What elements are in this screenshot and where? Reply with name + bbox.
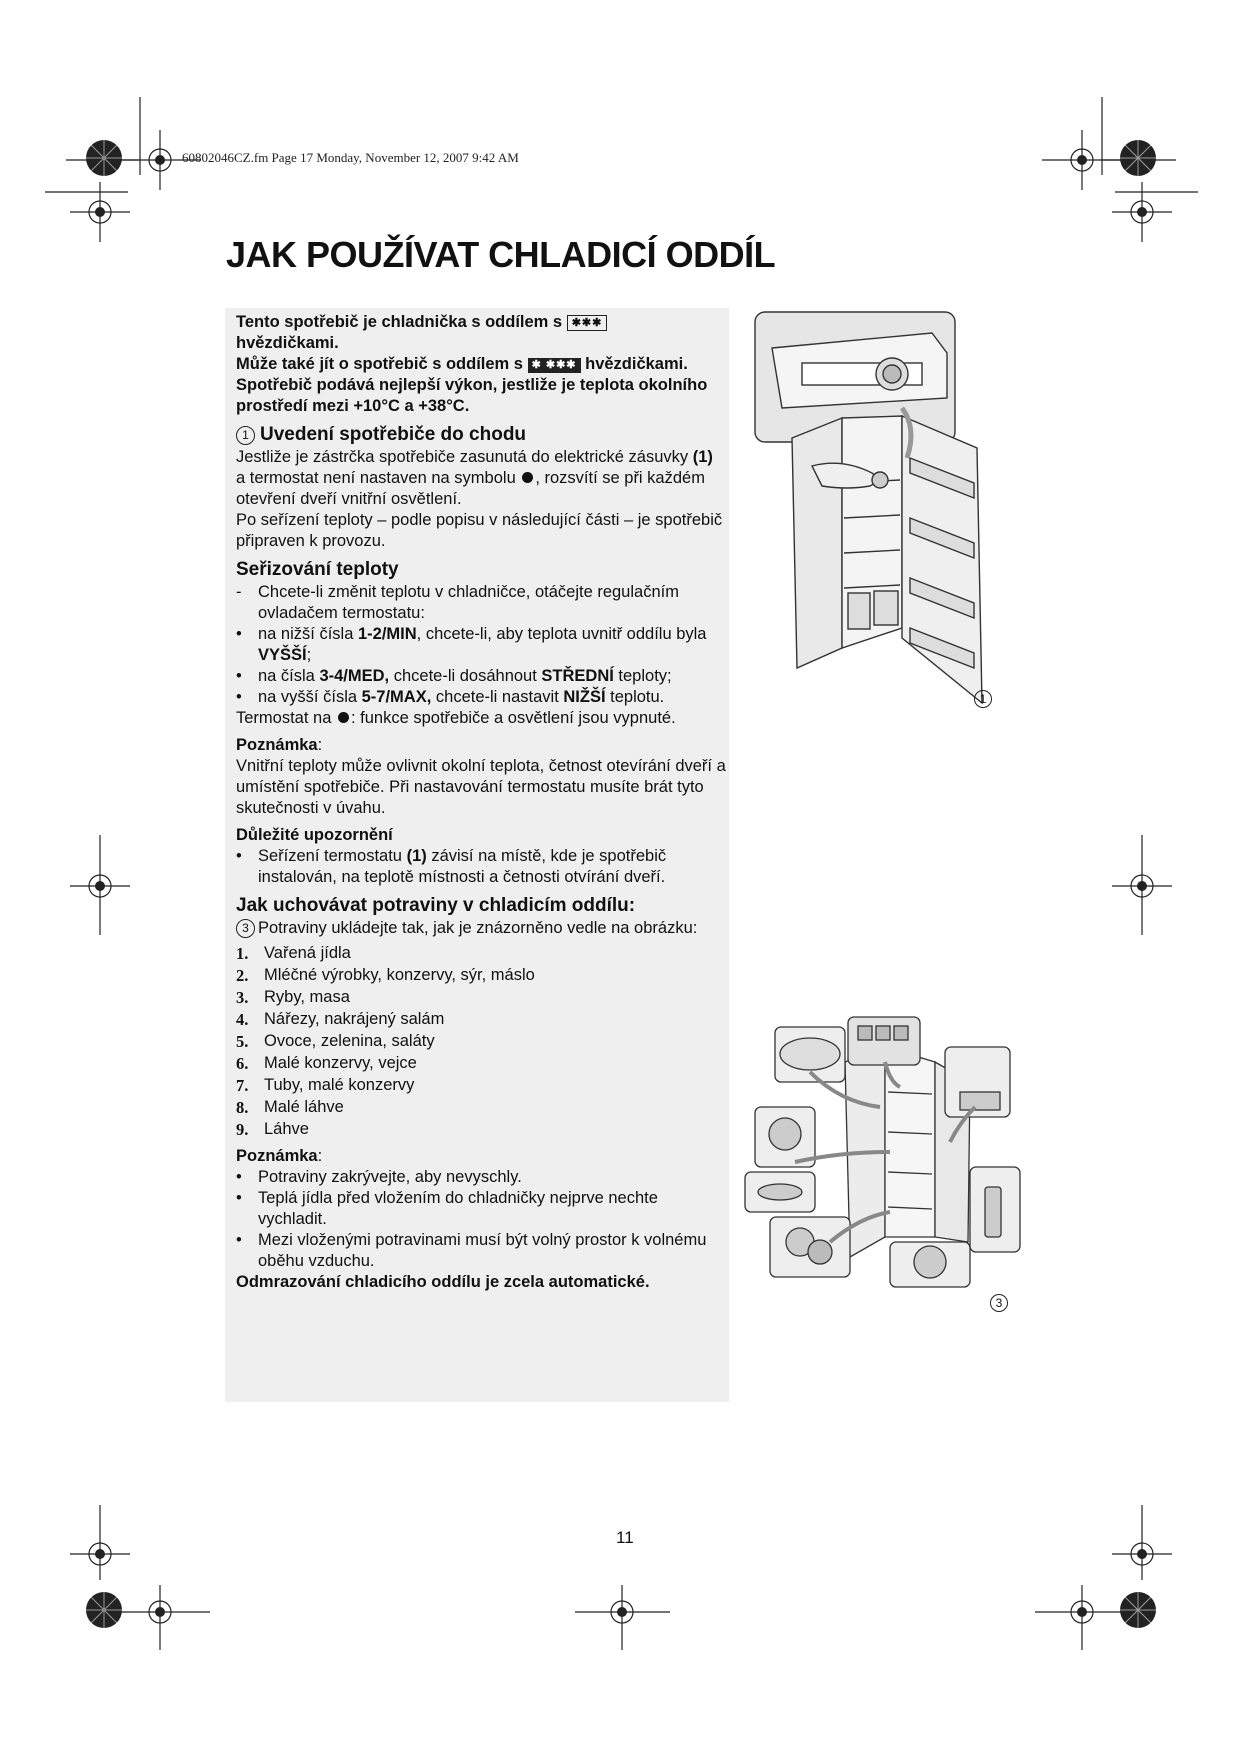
text: Jestliže je zástrčka spotřebiče zasunutá do elektrické zásuvky bbox=[236, 448, 693, 466]
food-list-item bbox=[236, 1053, 726, 1074]
food-list-item bbox=[236, 1009, 726, 1030]
item-number: 9. bbox=[236, 1120, 249, 1139]
text: Potraviny zakrývejte, aby nevyschly. bbox=[258, 1168, 522, 1186]
text: závisí na místě, kde je spotřebič instalován, na teplotě místnosti a četnosti otvírání dveří. bbox=[258, 847, 667, 886]
bullet: • bbox=[236, 688, 242, 706]
intro-line: hvězdičkami. bbox=[585, 355, 688, 373]
text: : bbox=[317, 1147, 323, 1165]
text: na vyšší čísla bbox=[258, 688, 362, 706]
page-title: JAK POUŽÍVAT CHLADICÍ ODDÍL bbox=[226, 234, 776, 275]
item-text: Mléčné výrobky, konzervy, sýr, máslo bbox=[264, 966, 535, 984]
list-item: • Mezi vloženými potravinami musí být volný prostor k volnému oběhu vzduchu. bbox=[236, 1231, 707, 1270]
list-item: • Potraviny zakrývejte, aby nevyschly. bbox=[236, 1168, 522, 1186]
text: Seřízení termostatu bbox=[258, 847, 407, 865]
note-heading bbox=[236, 1146, 726, 1167]
text: : bbox=[317, 736, 323, 754]
food-storage-illustration bbox=[740, 1012, 1025, 1292]
note-heading bbox=[236, 735, 726, 756]
bullet: • bbox=[236, 847, 242, 865]
text: Teplá jídla před vložením do chladničky nejprve nechte vychladit. bbox=[258, 1189, 658, 1228]
list-item bbox=[236, 687, 726, 708]
bullet: • bbox=[236, 625, 242, 643]
paragraph bbox=[236, 708, 726, 729]
three-star-icon: ✱✱✱ bbox=[567, 315, 608, 331]
intro-line: hvězdičkami. bbox=[236, 334, 339, 352]
item-number: 7. bbox=[236, 1076, 249, 1095]
text: , rozsvítí se při každém otevření dveří vnitřní osvětlení. bbox=[236, 469, 705, 508]
section-heading-text: Uvedení spotřebiče do chodu bbox=[260, 424, 527, 445]
off-symbol-icon bbox=[522, 472, 533, 483]
intro-block bbox=[236, 312, 726, 417]
item-text: Ovoce, zelenina, saláty bbox=[264, 1032, 435, 1050]
text: Poznámka bbox=[236, 736, 318, 754]
list-item: • Teplá jídla před vložením do chladničky nejprve nechte vychladit. bbox=[236, 1189, 658, 1228]
circled-number: 3 bbox=[236, 919, 255, 938]
text: : funkce spotřebiče a osvětlení jsou vypnuté. bbox=[350, 709, 676, 727]
text: chcete-li nastavit bbox=[431, 688, 564, 706]
figure-label-1: 1 bbox=[974, 690, 992, 708]
food-list-item bbox=[236, 987, 726, 1008]
fridge-illustration bbox=[752, 308, 1012, 708]
text: Poznámka bbox=[236, 1147, 318, 1165]
item-number: 5. bbox=[236, 1032, 249, 1051]
text: chcete-li dosáhnout bbox=[389, 667, 542, 685]
file-header: 60802046CZ.fm Page 17 Monday, November 12, 2007 9:42 AM bbox=[182, 150, 519, 165]
text: Chcete-li změnit teplotu v chladničce, otáčejte regulačním ovladačem termostatu: bbox=[258, 583, 679, 622]
food-list-item bbox=[236, 965, 726, 986]
section-heading: Jak uchovávat potraviny v chladicím oddílu: bbox=[236, 895, 636, 916]
text: a termostat není nastaven na symbolu bbox=[236, 469, 521, 487]
text: na čísla bbox=[258, 667, 320, 685]
intro-line: Tento spotřebič je chladnička s oddílem s bbox=[236, 313, 563, 331]
paragraph: Po seřízení teploty – podle popisu v následující části – je spotřebič připraven k provozu. bbox=[236, 511, 723, 550]
item-text: Vařená jídla bbox=[264, 944, 351, 962]
page-number: 11 bbox=[616, 1528, 634, 1547]
text: 1-2/MIN bbox=[357, 625, 417, 643]
warning-heading: Důležité upozornění bbox=[236, 826, 393, 844]
text: teplotu. bbox=[605, 688, 665, 706]
text: Termostat na bbox=[236, 709, 336, 727]
paragraph bbox=[236, 447, 726, 510]
food-list bbox=[236, 943, 726, 1140]
text: Mezi vloženými potravinami musí být volný prostor k volnému oběhu vzduchu. bbox=[258, 1231, 707, 1270]
main-text-column bbox=[236, 312, 726, 1293]
list-item bbox=[236, 624, 726, 666]
text: teploty; bbox=[613, 667, 672, 685]
section-heading: Seřizování teploty bbox=[236, 559, 399, 580]
item-number: 4. bbox=[236, 1010, 249, 1029]
item-text: Malé konzervy, vejce bbox=[264, 1054, 417, 1072]
food-list-item bbox=[236, 1075, 726, 1096]
item-text: Láhve bbox=[264, 1120, 309, 1138]
text: VYŠŠÍ bbox=[258, 646, 307, 664]
text: Potraviny ukládejte tak, jak je znázorněno vedle na obrázku: bbox=[258, 919, 698, 937]
section-heading bbox=[236, 423, 726, 447]
four-star-icon: ✱ ✱✱✱ bbox=[528, 358, 581, 373]
list-item bbox=[236, 666, 726, 687]
final-statement: Odmrazování chladicího oddílu je zcela automatické. bbox=[236, 1273, 650, 1291]
text: 3-4/MED, bbox=[319, 667, 390, 685]
text: (1) bbox=[692, 448, 713, 466]
text: ; bbox=[306, 646, 312, 664]
intro-line: Spotřebič podává nejlepší výkon, jestliže je teplota okolního prostředí mezi +10°C a +38°C. bbox=[236, 376, 708, 415]
off-symbol-icon bbox=[338, 712, 349, 723]
paragraph: Vnitřní teploty může ovlivnit okolní teplota, četnost otevírání dveří a umístění spotřebiče. Při nastavování termostatu musíte brát tyto skutečnosti v úvahu. bbox=[236, 757, 726, 817]
food-list-item bbox=[236, 1119, 726, 1140]
text: , chcete-li, aby teplota uvnitř oddílu byla bbox=[416, 625, 707, 643]
dash: - bbox=[236, 583, 242, 601]
text: (1) bbox=[406, 847, 427, 865]
item-number: 6. bbox=[236, 1054, 249, 1073]
item-number: 3. bbox=[236, 988, 249, 1007]
item-text: Nářezy, nakrájený salám bbox=[264, 1010, 445, 1028]
item-number: 1. bbox=[236, 944, 249, 963]
text: STŘEDNÍ bbox=[541, 667, 614, 685]
list-item bbox=[236, 582, 726, 624]
figure-label-3: 3 bbox=[990, 1294, 1008, 1312]
food-list-item bbox=[236, 943, 726, 964]
item-text: Malé láhve bbox=[264, 1098, 344, 1116]
text: 5-7/MAX, bbox=[361, 688, 432, 706]
food-list-item bbox=[236, 1097, 726, 1118]
item-number: 2. bbox=[236, 966, 249, 985]
circled-number: 1 bbox=[236, 426, 255, 445]
text: NIŽŠÍ bbox=[563, 688, 606, 706]
item-text: Ryby, masa bbox=[264, 988, 350, 1006]
item-text: Tuby, malé konzervy bbox=[264, 1076, 415, 1094]
bullet: • bbox=[236, 667, 242, 685]
text: na nižší čísla bbox=[258, 625, 358, 643]
paragraph bbox=[236, 918, 726, 939]
food-list-item bbox=[236, 1031, 726, 1052]
intro-line: Může také jít o spotřebič s oddílem s bbox=[236, 355, 523, 373]
item-number: 8. bbox=[236, 1098, 249, 1117]
list-item bbox=[236, 846, 726, 888]
